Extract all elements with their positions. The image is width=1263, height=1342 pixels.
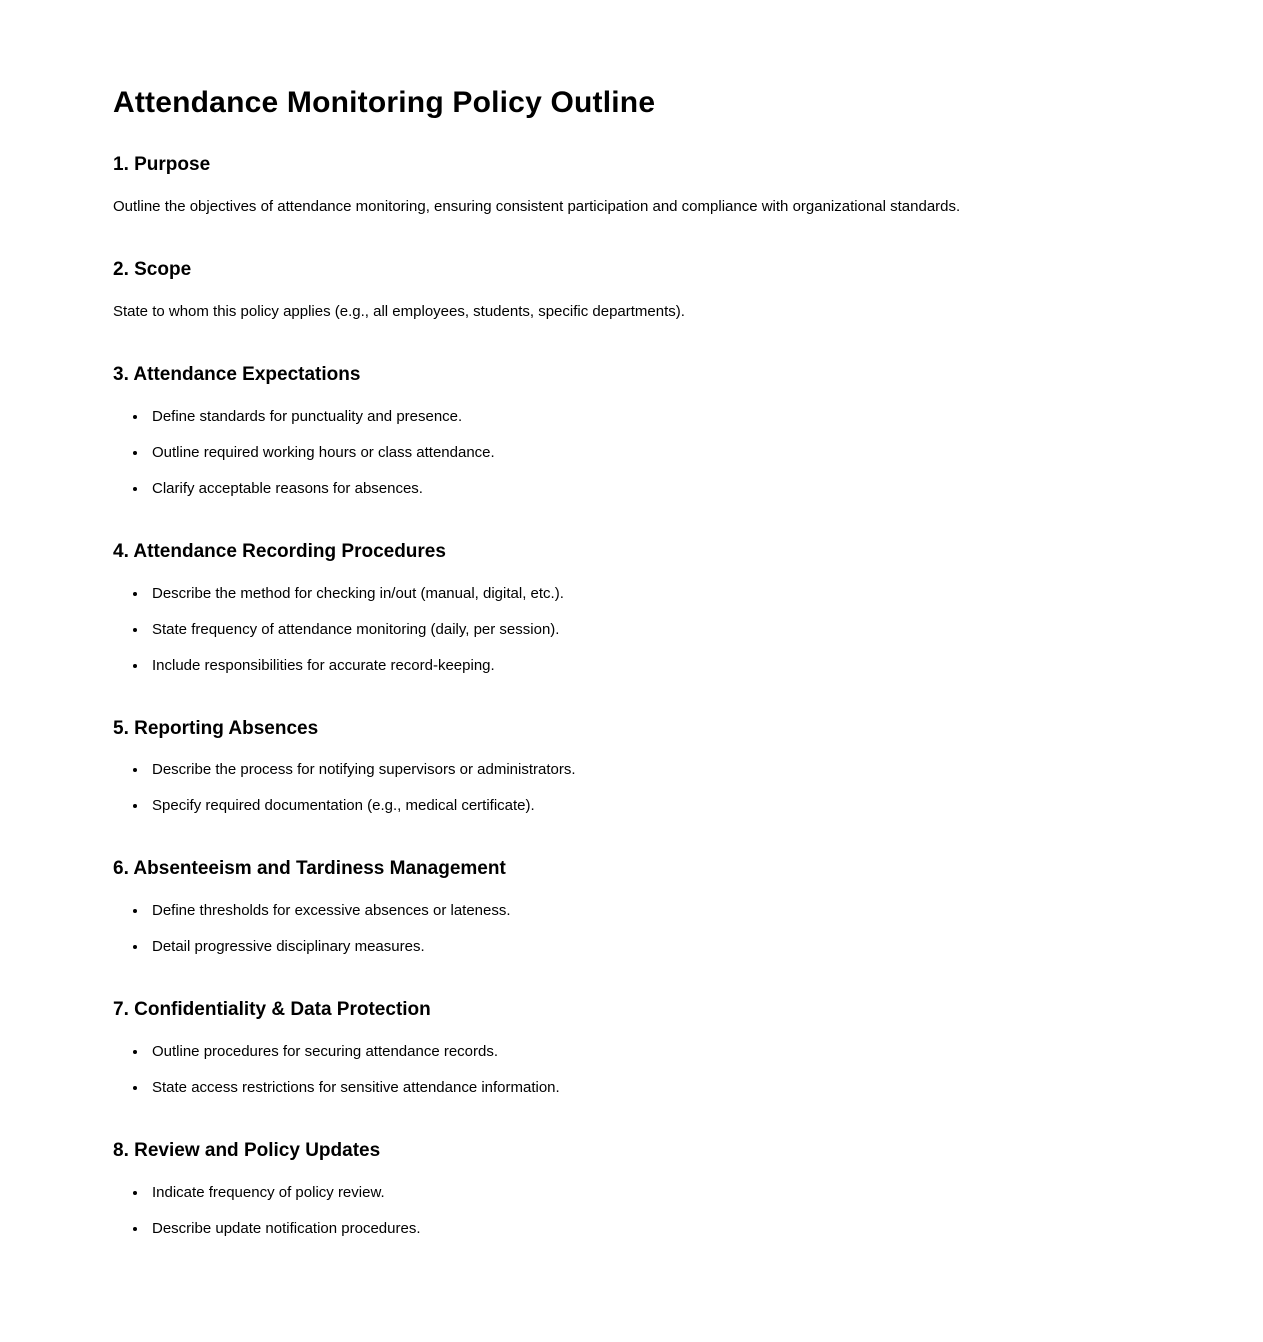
bullet-item: • Define thresholds for excessive absences or lateness. <box>148 902 1143 920</box>
policy-section <box>113 260 1143 321</box>
section-heading: 6. Absenteeism and Tardiness Management <box>113 858 506 880</box>
section-heading: 4. Attendance Recording Procedures <box>113 540 446 562</box>
bullet-list <box>113 585 1143 675</box>
policy-section <box>113 365 1143 498</box>
bullet-list <box>113 1184 1143 1238</box>
section-heading: 8. Review and Policy Updates <box>113 1140 381 1162</box>
bullet-item: • State access restrictions for sensitive attendance information. <box>148 1079 1143 1097</box>
section-heading: 2. Scope <box>113 258 192 280</box>
policy-section <box>113 1141 1143 1238</box>
section-heading: 3. Attendance Expectations <box>113 363 361 385</box>
policy-section <box>113 1000 1143 1097</box>
policy-section <box>113 542 1143 675</box>
bullet-list <box>113 408 1143 498</box>
bullet-item: • Include responsibilities for accurate record-keeping. <box>148 657 1143 675</box>
bullet-item: • Specify required documentation (e.g., medical certificate). <box>148 797 1143 815</box>
section-paragraph: Outline the objectives of attendance monitoring, ensuring consistent participation and compliance with organizational standards. <box>113 197 961 215</box>
bullet-item: • State frequency of attendance monitoring (daily, per session). <box>148 621 1143 639</box>
section-paragraph: State to whom this policy applies (e.g., all employees, students, specific departments). <box>113 302 685 320</box>
bullet-list <box>113 1043 1143 1097</box>
bullet-item: • Define standards for punctuality and presence. <box>148 408 1143 426</box>
section-heading: 5. Reporting Absences <box>113 717 319 739</box>
bullet-list <box>113 761 1143 815</box>
page-title: Attendance Monitoring Policy Outline <box>113 86 656 119</box>
bullet-item: • Describe the method for checking in/out (manual, digital, etc.). <box>148 585 1143 603</box>
section-heading: 7. Confidentiality & Data Protection <box>113 999 431 1021</box>
policy-section <box>113 859 1143 956</box>
bullet-item: • Describe the process for notifying supervisors or administrators. <box>148 761 1143 779</box>
document-sections <box>113 155 1143 1238</box>
section-heading: 1. Purpose <box>113 154 211 175</box>
bullet-list <box>113 902 1143 956</box>
bullet-item: • Indicate frequency of policy review. <box>148 1184 1143 1202</box>
bullet-item: • Outline procedures for securing attendance records. <box>148 1043 1143 1061</box>
bullet-item: • Outline required working hours or class attendance. <box>148 444 1143 462</box>
bullet-item: • Clarify acceptable reasons for absences. <box>148 480 1143 498</box>
policy-section <box>113 719 1143 816</box>
policy-section <box>113 155 1143 216</box>
bullet-item: • Describe update notification procedures. <box>148 1220 1143 1238</box>
bullet-item: • Detail progressive disciplinary measures. <box>148 938 1143 956</box>
